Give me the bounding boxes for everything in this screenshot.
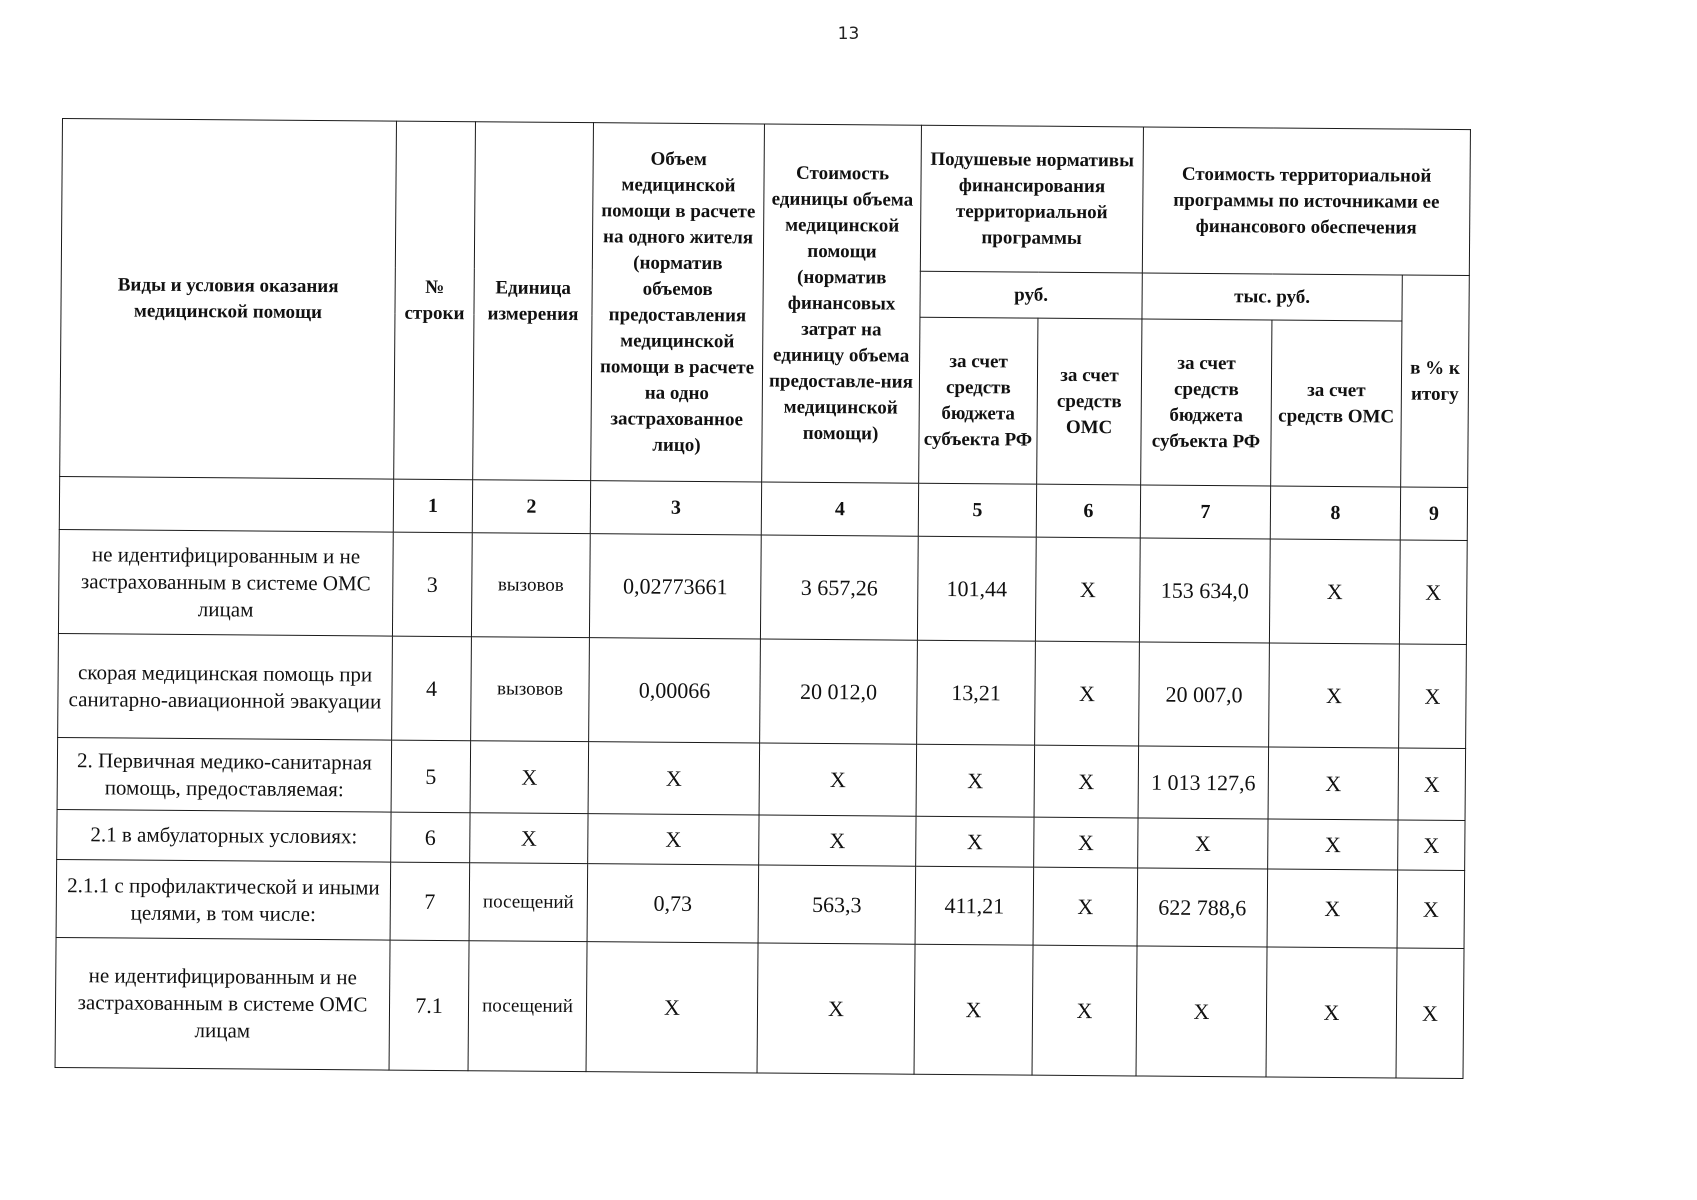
row-volume: 0,02773661 [589,534,761,639]
row-percent: Х [1398,748,1466,821]
row-unit: Х [470,741,589,814]
table-row [58,633,1467,748]
table-row [58,529,1467,644]
row-cost-budget: 20 007,0 [1139,642,1270,747]
row-number: 4 [392,636,472,741]
row-cost-budget: 622 788,6 [1137,868,1268,947]
row-unit: вызовов [471,637,590,742]
row-unit: посещений [468,941,587,1072]
column-number [59,476,393,532]
row-volume: Х [586,942,758,1073]
row-unit-cost: 3 657,26 [760,535,918,640]
row-cost-budget: Х [1136,946,1267,1077]
row-cost-oms: Х [1269,539,1400,644]
column-number: 7 [1140,485,1270,539]
row-per-capita-budget: 411,21 [915,866,1034,945]
column-number: 1 [393,479,472,533]
row-unit: посещений [469,863,588,942]
row-per-capita-budget: Х [914,944,1033,1075]
column-number: 9 [1400,487,1467,541]
row-percent: Х [1399,644,1467,749]
column-number: 5 [918,483,1036,537]
row-number: 7.1 [389,940,469,1071]
row-per-capita-budget: 101,44 [917,536,1036,641]
row-cost-oms: Х [1267,869,1398,948]
header-volume: Объем медицинской помощи в расчете на одного жителя (норматив объемов предоставления медицинской помощи в расчете на одно застрахованное лицо) [591,123,765,482]
table-row [55,937,1464,1078]
row-per-capita-oms: Х [1033,867,1138,946]
row-number: 3 [392,532,472,637]
row-number: 5 [391,740,471,813]
row-unit-cost: 563,3 [758,865,916,944]
row-per-capita-budget: Х [916,816,1034,867]
row-unit-cost: Х [757,943,915,1074]
row-cost-oms: Х [1268,819,1398,870]
row-per-capita-oms: Х [1034,817,1138,868]
row-cost-oms: Х [1268,747,1399,820]
header-per-capita: Подушевые нормативы финансирования территориальной программы [920,125,1143,273]
table-row [56,859,1465,948]
row-cost-budget: 153 634,0 [1139,538,1270,643]
header-rub: руб. [920,271,1142,319]
row-unit-cost: 20 012,0 [760,639,918,744]
row-name: не идентифицированным и не застрахованным в системе ОМС лицам [55,937,390,1070]
row-percent: Х [1396,948,1464,1079]
header-unit: Единица измерения [473,122,594,481]
header-program-cost: Стоимость территориальной программы по источниками ее финансового обеспечения [1142,127,1470,276]
row-cost-oms: Х [1266,947,1397,1078]
row-volume: Х [588,814,759,865]
row-percent: Х [1397,870,1465,949]
column-number: 3 [590,481,761,535]
row-name: скорая медицинская помощь при санитарно-авиационной эвакуации [58,633,393,740]
row-name: 2. Первичная медико-санитарная помощь, предоставляемая: [57,737,392,812]
row-number: 7 [390,862,470,941]
column-number: 2 [472,480,590,534]
header-oms: за счет средств ОМС [1037,318,1142,485]
header-unit-cost: Стоимость единицы объема медицинской помощи (норматив финансовых затрат на единицу объема предоставле-ния медицинской помощи) [762,124,922,483]
header-thous-rub: тыс. руб. [1142,273,1402,321]
header-budget-rf: за счет средств бюджета субъекта РФ [919,317,1038,484]
row-unit-cost: Х [759,815,916,866]
header-type: Виды и условия оказания медицинской помощи [60,119,397,480]
row-cost-budget: 1 013 127,6 [1138,746,1269,819]
column-number: 8 [1270,486,1400,540]
row-name: 2.1.1 с профилактической и иными целями, в том числе: [56,859,391,940]
header-row-number: № строки [394,121,476,480]
row-name: 2.1 в амбулаторных условиях: [57,809,391,862]
row-per-capita-budget: 13,21 [917,640,1036,745]
row-number: 6 [391,812,470,863]
header-oms-thous: за счет средств ОМС [1271,320,1402,487]
row-unit: Х [470,813,588,864]
row-volume: 0,73 [587,864,759,943]
column-number: 6 [1036,484,1140,538]
header-percent: в % к итогу [1401,275,1470,488]
row-per-capita-oms: Х [1032,945,1137,1076]
row-percent: Х [1399,540,1467,645]
row-per-capita-oms: Х [1034,745,1139,818]
header-budget-rf-thous: за счет средств бюджета субъекта РФ [1141,319,1272,486]
row-percent: Х [1398,820,1465,871]
row-cost-budget: Х [1138,818,1268,869]
row-per-capita-oms: Х [1035,641,1140,746]
row-unit-cost: Х [759,743,917,816]
row-volume: Х [588,742,760,815]
row-volume: 0,00066 [589,638,761,743]
row-per-capita-budget: Х [916,744,1035,817]
page-number: 13 [837,24,860,44]
column-number: 4 [761,482,918,536]
row-name: не идентифицированным и не застрахованным в системе ОМС лицам [58,529,393,636]
program-cost-table [55,118,1471,1079]
row-unit: вызовов [471,533,590,638]
table-row [57,737,1466,820]
row-cost-oms: Х [1269,643,1400,748]
row-per-capita-oms: Х [1035,537,1140,642]
